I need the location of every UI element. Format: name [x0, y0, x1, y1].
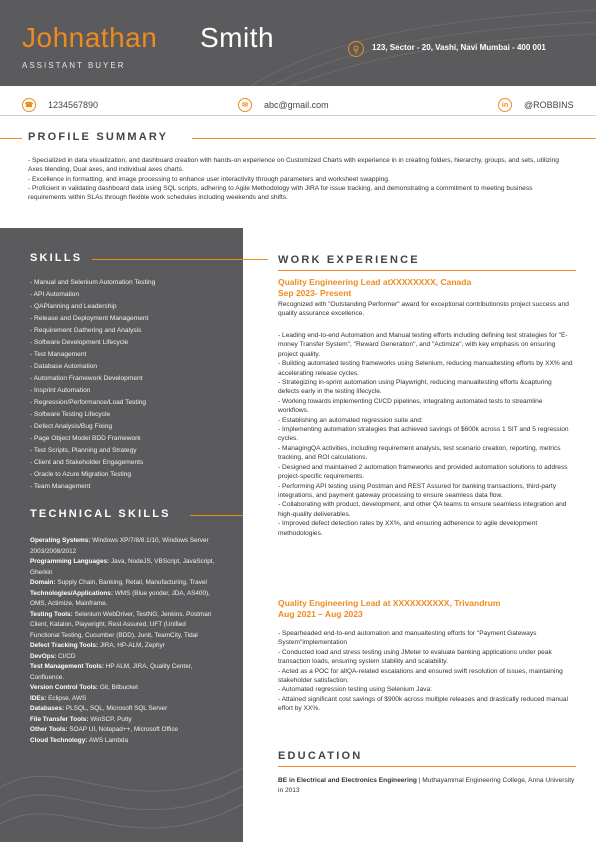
skill-item: - Regression/Performance/Load Testing — [30, 399, 147, 406]
tech-item: Version Control Tools: Git, Bitbucket — [30, 684, 138, 691]
skills-list — [30, 277, 235, 493]
work-experience-title: WORK EXPERIENCE — [278, 254, 420, 266]
skill-item: - Client and Stakeholder Engagements — [30, 459, 144, 466]
job-bullet: - ManagingQA activities, including requirement analysis, test scenario creation, reporting, metrics tracking, and ROI calculations. — [278, 444, 561, 462]
profile-title: PROFILE SUMMARY — [28, 131, 169, 143]
tech-item: Programming Languages: Java, NodeJS, VBScript, JavaScript, Gherkin — [30, 558, 215, 576]
job-title-2: Quality Engineering Lead at XXXXXXXXXX, Trivandrum — [278, 598, 501, 608]
job-bullet: - Acted as a POC for allQA-related escalations and ensured swift resolution of issues, maintaining stakeholder satisfaction. — [278, 667, 563, 685]
first-name: Johnathan — [22, 22, 158, 53]
skill-item: - Team Management — [30, 483, 91, 490]
job-bullet: - Collaborating with product, development, and other QA teams to ensure seamless integration and high-quality deliverables. — [278, 501, 567, 518]
skill-item: - QAPlanning and Leadership — [30, 303, 117, 310]
job-bullet: - Spearheaded end-to-end automation and manualtesting efforts for "Payment Gateways System"implementation — [278, 630, 537, 647]
job-bullet: - Establishing an automated regression suite and: — [278, 416, 423, 424]
location-pin-icon — [348, 41, 364, 57]
job-bullets-2 — [278, 629, 573, 714]
skill-item: - Software Testing Lifecycle — [30, 411, 111, 418]
address-text: 123, Sector - 20, Vashi, Navi Mumbai - 400 001 — [372, 43, 546, 52]
skill-item: - Manual and Selenium Automation Testing — [30, 279, 156, 286]
technical-skills-title: TECHNICAL SKILLS — [30, 508, 171, 520]
tech-item: IDEs: Eclipse, AWS — [30, 694, 87, 702]
job-bullet: - Working towards implementing CI/CD pipelines, integrating automated tests to streamline workflows. — [278, 397, 543, 415]
technical-title-rule — [190, 515, 243, 516]
phone-text: 1234567890 — [48, 100, 99, 110]
job-bullets-1 — [278, 331, 573, 538]
job-bullet: - Leading end-to-end Automation and Manual testing efforts including defining test strategies for "E-money Transfer System", "Reward Generation", and "Actimize", with key emphasis on ensuring project quality. — [278, 332, 568, 358]
job-bullet: - Improved defect detection rates by XX%, and ensuring adherence to agile development methodologies. — [278, 520, 538, 537]
last-name: Smith — [200, 22, 275, 53]
header-banner — [0, 0, 596, 86]
tech-item: Technologies/Applications: WMS (Blue yonder, JDA, AS400), OMS, Actimize, Mainframe. — [30, 589, 210, 607]
skill-item: - Page Object Model BDD Framework — [30, 435, 141, 442]
education-title-rule — [278, 766, 576, 767]
profile-line: - Excellence in formatting, and image processing to enhance user interactivity through parameters and worksheet swapping. — [28, 175, 390, 183]
tech-item: Testing Tools: Selenium WebDriver, TestNG, Jenkins. Postman Client, Katalon, Playwright, Rest Assured, UFT (Unified Functional Testing, Cucumber (BDD), Junit, TeamCity, Tidal — [30, 610, 212, 639]
skill-item: - Defect Analysis/Bug Fixing — [30, 423, 113, 430]
linkedin-icon: in — [498, 98, 512, 112]
job-title-1: Quality Engineering Lead atXXXXXXXX, Canada — [278, 277, 472, 287]
job-bullet: - Performing API testing using Postman and REST Assured for banking transactions, third-party integrations, and payment gateway processing to ensure seamless data flow. — [278, 482, 557, 499]
job-bullet: - Designed and maintained 2 automation frameworks and provided automation solutions to address project-specific requirements. — [278, 463, 568, 481]
job-bullet: - Attained significant cost savings of $900k across multiple releases and drastically reduced manual effort by XX%. — [278, 695, 568, 713]
job-bullet: - Automated regression testing using Selenium Java: — [278, 686, 432, 694]
education-title: EDUCATION — [278, 750, 363, 762]
job-dates-1: Sep 2023- Present — [278, 288, 352, 298]
skill-item: - Software Development Lifecycle — [30, 339, 129, 346]
work-title-rule — [278, 270, 576, 271]
education-entry — [278, 776, 578, 796]
job-bullet: - Conducted load and stress testing using JMeter to evaluate banking applications under peak transaction loads, ensuring system stability and scalability. — [278, 648, 552, 666]
skill-item: - Database Automation — [30, 363, 98, 370]
job-bullet: - Implementing automation strategies that achieved savings of $600k across 1 SIT and 5 regression cycles. — [278, 426, 569, 443]
tech-item: Databases: PLSQL, SQL, Microsoft SQL Server — [30, 705, 168, 712]
job-bullet: - Building automated testing frameworks using Selenium, reducing manualtesting efforts by XX% and accelerating release cycles. — [278, 360, 573, 377]
tech-item: Domain: Supply Chain, Banking, Retail, Manufacturing, Travel — [30, 579, 207, 586]
email-text: abc@gmail.com — [264, 100, 329, 110]
job-bullet: - Strategizing in-sprint automation using Playwright, reducing manualtesting efforts &capturing defects early in the testing lifecycle. — [278, 379, 552, 396]
tech-item: Other Tools: SOAP UI, Notepad++, Microsoft Office — [30, 726, 179, 733]
skill-item: - Insprint Automation — [30, 387, 91, 394]
skill-item: - Requirement Gathering and Analysis — [30, 327, 142, 334]
skills-title-rule — [92, 259, 268, 260]
job-dates-2: Aug 2021 – Aug 2023 — [278, 609, 363, 619]
skill-item: - Test Management — [30, 351, 87, 358]
tech-item: Cloud Technology: AWS Lambda — [30, 736, 129, 744]
skill-item: - API Automation — [30, 291, 80, 298]
tech-item: DevOps: CI/CD — [30, 652, 76, 660]
phone-icon: ☎ — [22, 98, 36, 112]
degree: BE in Electrical and Electronics Engineering — [278, 777, 417, 784]
mail-icon: ✉ — [238, 98, 252, 112]
skill-item: - Release and Deployment Management — [30, 315, 149, 322]
skills-title: SKILLS — [30, 252, 83, 264]
profile-line: - Proficient in validating dashboard data using SQL scripts, adhering to Agile Methodology with JIRA for issue tracking, and demonstrating a commitment to meeting business requirements within SLAs through flexible work schedules including weekends and shifts. — [28, 184, 533, 202]
profile-title-rule-left — [0, 138, 22, 139]
contact-divider — [0, 115, 596, 116]
contact-phone — [22, 95, 98, 115]
skill-item: - Automation Framework Development — [30, 375, 143, 382]
job-intro-1: Recognized with "Outstanding Performer" award for exceptional contributionsto project success and quality assurance excellence. — [278, 301, 569, 318]
skill-item: - Test Scripts, Planning and Strategy — [30, 447, 137, 454]
tech-item: Operating Systems: Windows XP/7/8/8.1/10, Windows Server 2003/2008/2012 — [30, 537, 209, 555]
tech-item: Test Management Tools: HP ALM, JIRA, Quality Center, Confluence. — [30, 663, 193, 681]
profile-line: - Specialized in data visualization, and dashboard creation with hands-on experience on Customized Charts with experience in in creating folders, hierarchy, groups, and sets, utilizing Axes blending, Dual axes, and individual axes charts. — [28, 157, 559, 174]
contact-linkedin — [498, 95, 574, 115]
linkedin-text: @ROBBINS — [524, 100, 574, 110]
job-role: ASSISTANT BUYER — [22, 61, 126, 70]
institution: | Muthayammal Engineering College, Anna University in 2013 — [278, 777, 575, 794]
profile-title-rule-right — [192, 138, 596, 139]
profile-summary — [28, 156, 568, 202]
tech-item: File Transfer Tools: WinSCP, Putty — [30, 715, 132, 723]
technical-skills-list — [30, 536, 215, 746]
tech-item: Defect Tracking Tools: JIRA, HP-ALM, Zephyr — [30, 642, 165, 649]
skill-item: - Oracle to Azure Migration Testing — [30, 471, 132, 478]
contact-email — [238, 95, 329, 115]
